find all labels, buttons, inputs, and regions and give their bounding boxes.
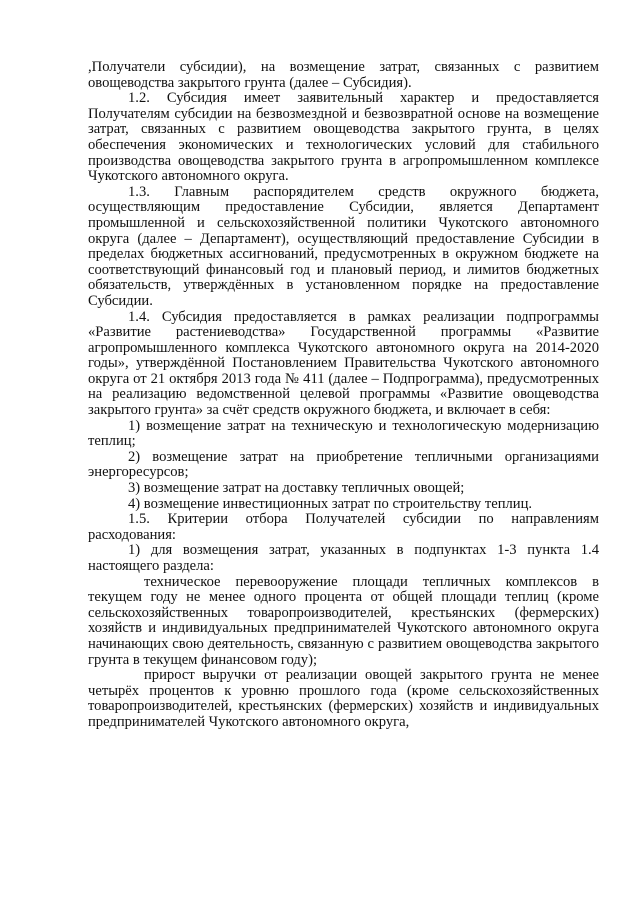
- paragraph-1-2: 1.2. Субсидия имеет заявительный характер и предоставляется Получателям субсидии на безвозмездной и безвозвратной основе на возмещение затрат, связанных с развитием овощеводства закрытого грунта, в целях обеспечения экономических и технологических условий для стабильного производства овощеводства закрытого грунта в агропромышленном комплексе Чукотского автономного округа.: [88, 90, 599, 185]
- paragraph-1-4: 1.4. Субсидия предоставляется в рамках реализации подпрограммы «Развитие растениеводства» Государственной программы «Развитие агропромышленного комплекса Чукотского автономного округа на 2014-2020 годы», утверждённой Постановлением Правительства Чукотского автономного округа от 21 октября 2013 года № 411 (далее – Подпрограмма), предусмотренных на реализацию ведомственной целевой программы «Развитие овощеводства закрытого грунта» за счёт средств окружного бюджета, и включает в себя:: [88, 308, 599, 419]
- paragraph-continuation: ,Получатели субсидии), на возмещение затрат, связанных с развитием овощеводства закрытого грунта (далее – Субсидия).: [88, 59, 599, 91]
- paragraph-1-5: 1.5. Критерии отбора Получателей субсидии по направлениям расходования:: [88, 511, 599, 543]
- criteria-paragraph-revenue: прирост выручки от реализации овощей закрытого грунта не менее четырёх процентов к уровню прошлого года (кроме сельскохозяйственных товаропроизводителей, крестьянских (фермерских) хозяйств и индивидуальных предпринимателей Чукотского автономного округа,: [88, 667, 599, 730]
- list-item-4: 4) возмещение инвестиционных затрат по строительству теплиц.: [128, 495, 533, 512]
- paragraph-1-3: 1.3. Главным распорядителем средств окружного бюджета, осуществляющим предоставление Субсидии, является Департамент промышленной и сельскохозяйственной политики Чукотского автономного округа (далее – Департамент), осуществляющий предоставление Субсидии в пределах бюджетных ассигнований, предусмотренных в окружном бюджете на соответствующий финансовый год и плановый период, и лимитов бюджетных обязательств, утверждённых в установленном порядке на предоставление Субсидии.: [88, 183, 599, 309]
- criteria-item-1: 1) для возмещения затрат, указанных в подпунктах 1-3 пункта 1.4 настоящего раздела:: [88, 542, 599, 574]
- list-item-2: 2) возмещение затрат на приобретение тепличными организациями энергоресурсов;: [88, 448, 599, 481]
- list-item-3: 3) возмещение затрат на доставку тепличных овощей;: [128, 480, 465, 497]
- list-item-1: 1) возмещение затрат на техническую и технологическую модернизацию теплиц;: [88, 417, 599, 450]
- criteria-paragraph-technical: техническое перевооружение площади тепличных комплексов в текущем году не менее одного процента от общей площади теплиц (кроме сельскохозяйственных товаропроизводителей, крестьянских (фермерских) хозяйств и индивидуальных предпринимателей Чукотского автономного округа начинающих свою деятельность, связанную с развитием овощеводства закрытого грунта в текущем финансовом году);: [88, 573, 599, 668]
- document-body: [88, 60, 599, 731]
